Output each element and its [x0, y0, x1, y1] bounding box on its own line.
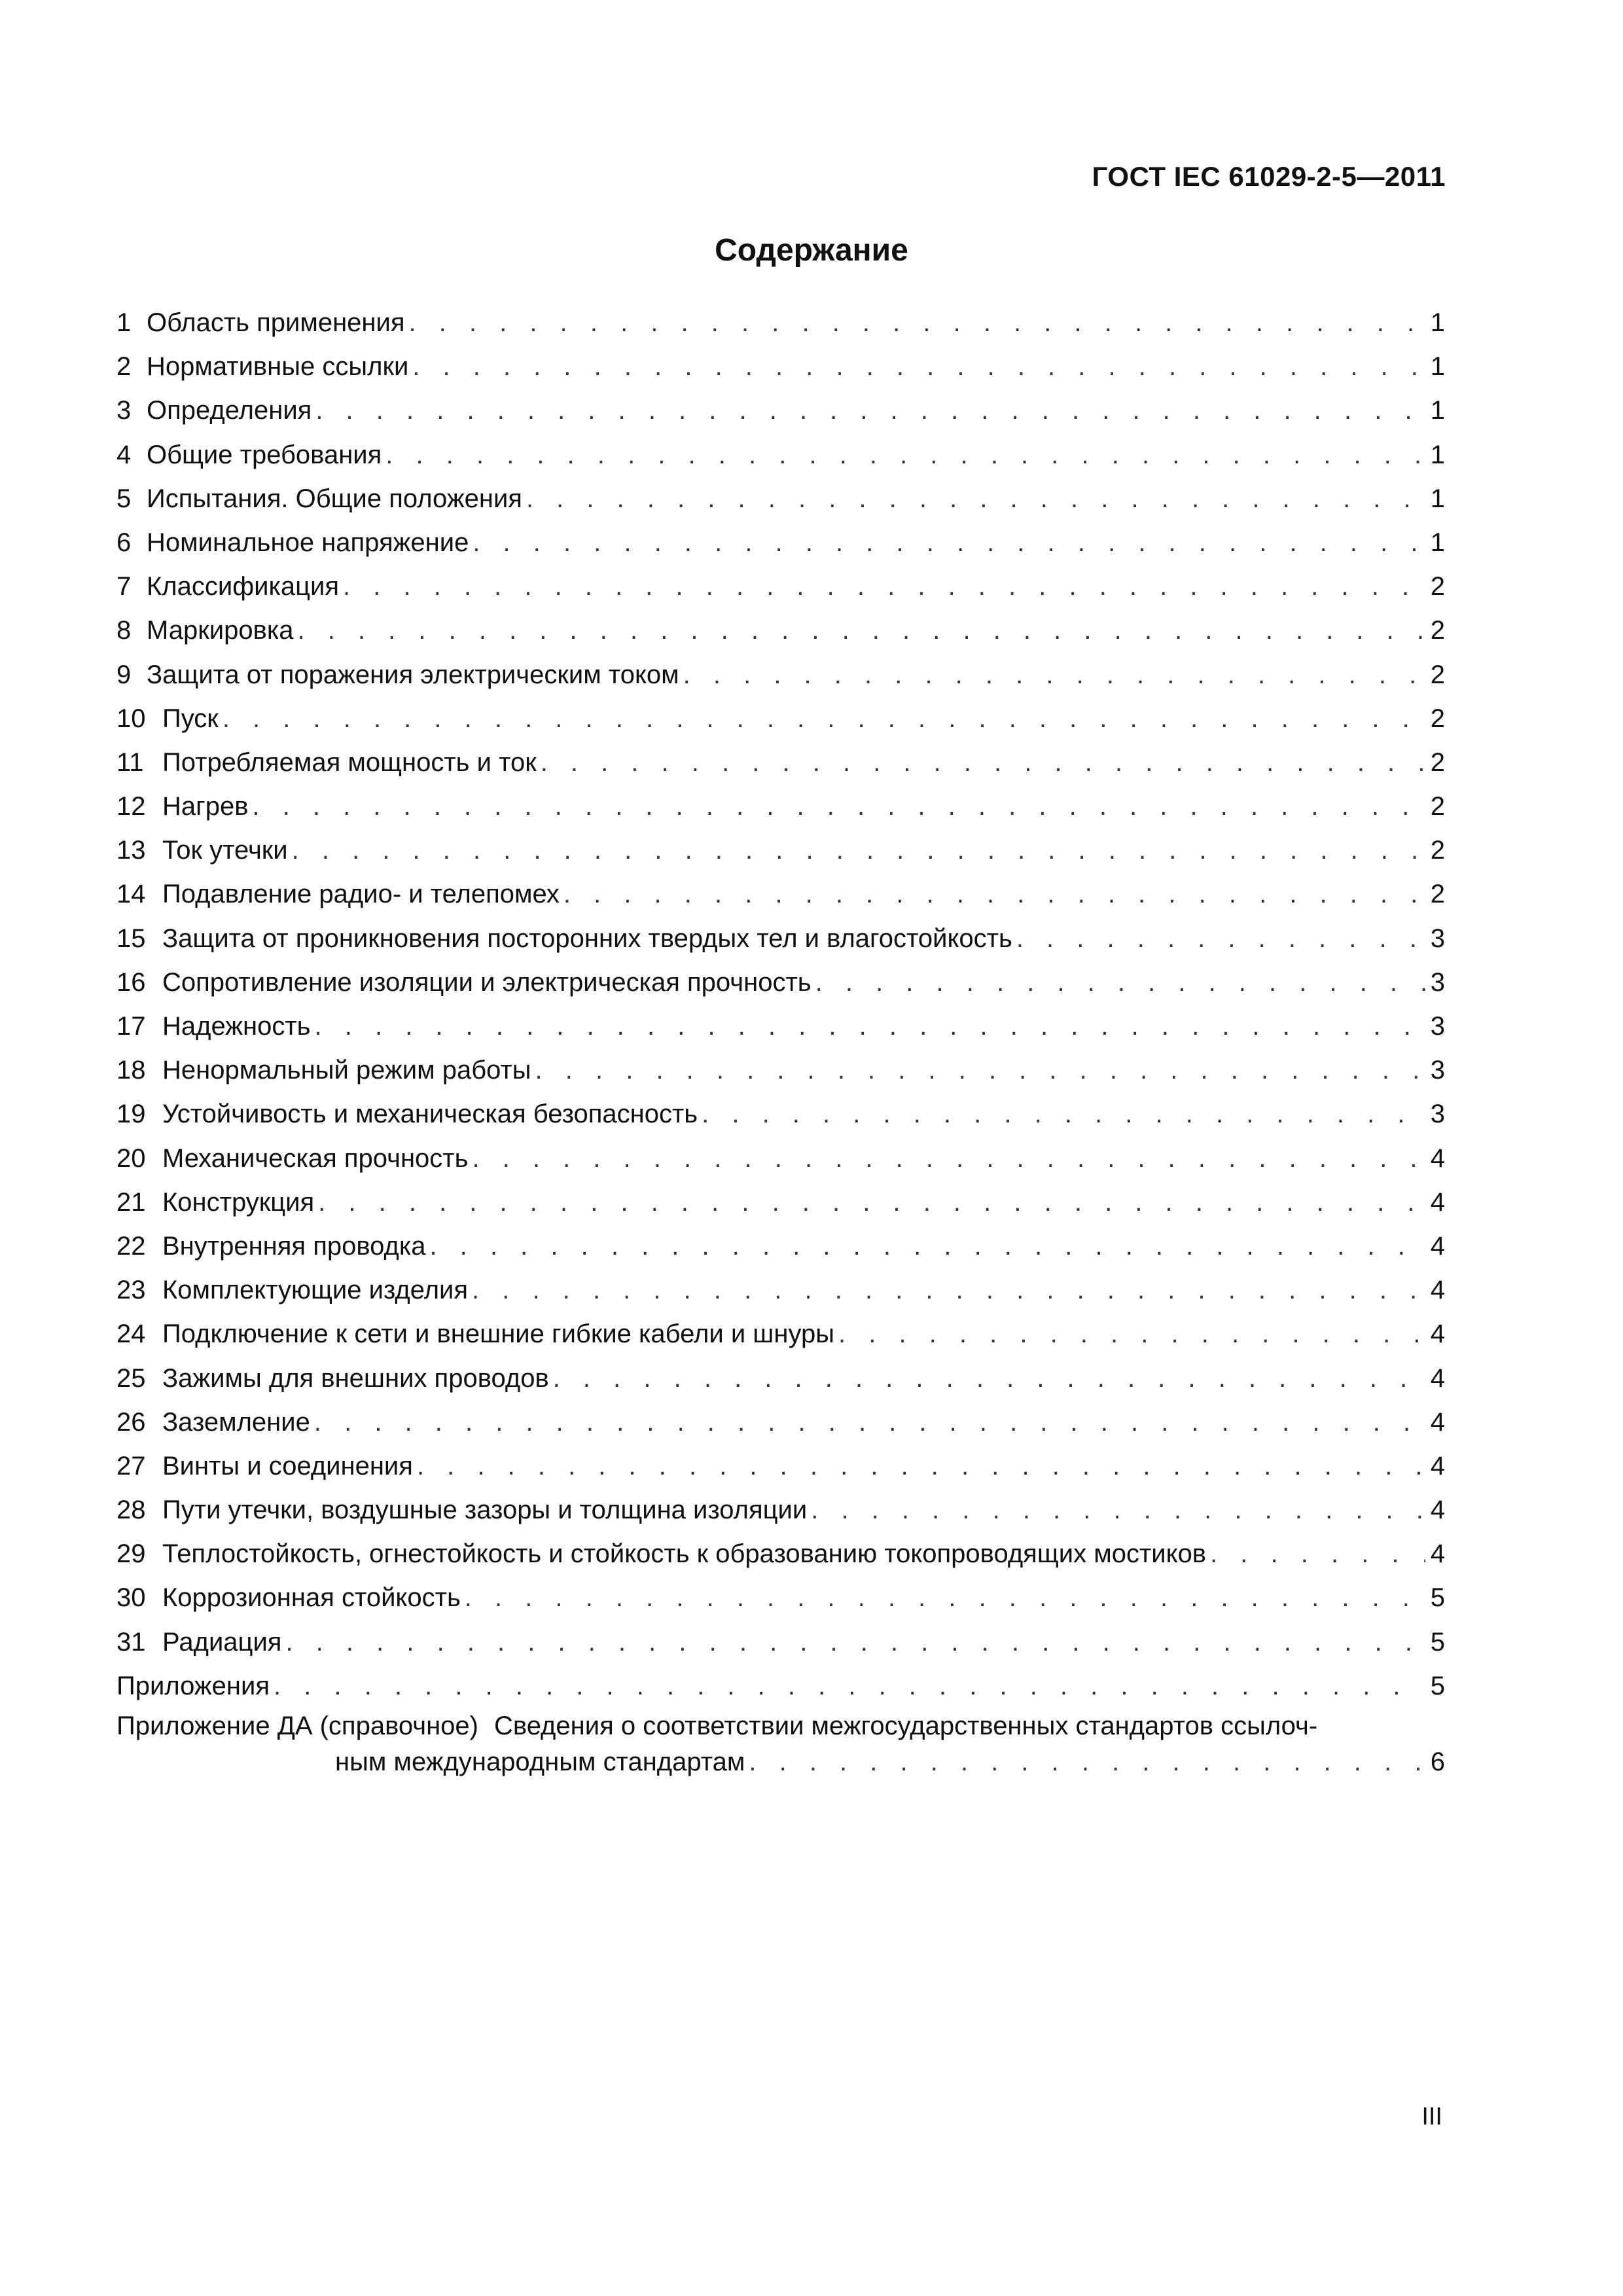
dot-leader — [683, 653, 1425, 697]
toc-entry — [116, 1664, 1445, 1708]
toc-entry — [116, 961, 1445, 1005]
toc-entry-title: Теплостойкость, огнестойкость и стойкость к образованию токопроводящих мостиков — [162, 1539, 1207, 1569]
dot-leader — [541, 741, 1425, 785]
dot-leader — [815, 961, 1425, 1005]
dot-leader — [274, 1664, 1425, 1708]
toc-entry-title: Надежность — [162, 1012, 311, 1041]
toc-entry-number: 7 — [116, 572, 132, 601]
toc-entry-number: 19 — [116, 1100, 146, 1129]
dot-leader — [223, 697, 1425, 741]
toc-entry-page: 1 — [1430, 308, 1445, 337]
toc-entry-number: 29 — [116, 1539, 146, 1569]
toc-entry-title: Область применения — [147, 308, 405, 337]
dot-leader — [811, 1488, 1425, 1532]
dot-leader — [429, 1225, 1425, 1268]
toc-entry-title: Приложения — [116, 1671, 270, 1700]
toc-entry-title: Заземление — [162, 1407, 310, 1437]
toc-entry-page: 4 — [1430, 1276, 1445, 1305]
toc-entry-page: 1 — [1430, 440, 1445, 469]
toc-entry-title: Конструкция — [162, 1187, 315, 1217]
page-folio: III — [1421, 2103, 1442, 2130]
toc-entry-title: Радиация — [162, 1627, 282, 1657]
toc-entry — [116, 1488, 1445, 1532]
toc-entry — [116, 301, 1445, 345]
toc-entry-title: Сопротивление изоляции и электрическая прочность — [162, 967, 812, 997]
toc-entry-page: 1 — [1430, 484, 1445, 513]
toc-entry-title: Коррозионная стойкость — [162, 1583, 461, 1613]
toc-entry-number: 15 — [116, 924, 146, 953]
dot-leader — [702, 1092, 1425, 1136]
toc-entry-number: 10 — [116, 704, 146, 733]
toc-entry-number: 11 — [116, 747, 144, 777]
toc-entry — [116, 1225, 1445, 1268]
toc-entry — [116, 521, 1445, 565]
toc-entry-title: Винты и соединения — [162, 1451, 413, 1480]
toc-entry — [116, 1444, 1445, 1488]
toc-entry — [116, 1092, 1445, 1136]
toc-entry-title: Защита от поражения электрическим током — [147, 660, 679, 689]
dot-leader — [314, 1401, 1425, 1444]
toc-entries — [116, 301, 1445, 1708]
table-of-contents — [116, 301, 1445, 1780]
toc-entry-page: 3 — [1430, 1100, 1445, 1129]
toc-title: Содержание — [715, 233, 908, 268]
toc-entry-title: Определения — [147, 396, 312, 425]
toc-entry-title: Пути утечки, воздушные зазоры и толщина изоляции — [162, 1496, 808, 1525]
toc-entry — [116, 433, 1445, 477]
dot-leader — [535, 1049, 1425, 1092]
toc-entry-number: 5 — [116, 484, 132, 513]
dot-leader — [417, 1444, 1425, 1488]
dot-leader — [285, 1621, 1425, 1664]
toc-entry — [116, 1312, 1445, 1356]
toc-entry-page: 2 — [1430, 660, 1445, 689]
toc-entry-page: 4 — [1430, 1187, 1445, 1217]
toc-annex-entry — [116, 1708, 1445, 1780]
toc-entry-title: Пуск — [162, 704, 219, 733]
toc-entry — [116, 1181, 1445, 1225]
toc-entry-title: Подключение к сети и внешние гибкие кабели и шнуры — [162, 1319, 835, 1349]
toc-entry-page: 5 — [1430, 1671, 1445, 1700]
toc-entry-page: 1 — [1430, 528, 1445, 557]
toc-entry-title: Комплектующие изделия — [162, 1276, 469, 1305]
toc-entry-page: 3 — [1430, 967, 1445, 997]
toc-entry-page: 4 — [1430, 1451, 1445, 1480]
toc-entry — [116, 389, 1445, 433]
toc-entry-title: Зажимы для внешних проводов — [162, 1363, 549, 1393]
toc-entry-number: 4 — [116, 440, 132, 469]
toc-entry-title: Нагрев — [162, 792, 249, 821]
toc-entry-page: 4 — [1430, 1143, 1445, 1173]
toc-entry — [116, 345, 1445, 389]
dot-leader — [412, 345, 1425, 389]
dot-leader — [385, 433, 1425, 477]
toc-entry — [116, 872, 1445, 916]
dot-leader — [409, 301, 1425, 345]
toc-entry-page: 2 — [1430, 616, 1445, 645]
dot-leader — [252, 785, 1425, 829]
dot-leader — [838, 1312, 1425, 1356]
toc-entry-number: 2 — [116, 352, 132, 382]
toc-entry-number: 16 — [116, 967, 146, 997]
toc-entry-number: 20 — [116, 1143, 146, 1173]
toc-entry — [116, 1401, 1445, 1444]
toc-entry — [116, 565, 1445, 609]
toc-entry-number: 28 — [116, 1496, 146, 1525]
toc-entry — [116, 609, 1445, 653]
toc-entry-page: 2 — [1430, 792, 1445, 821]
dot-leader — [472, 1268, 1425, 1312]
annex-title-line2: ным международным стандартам — [335, 1748, 745, 1776]
toc-entry-number: 26 — [116, 1407, 146, 1437]
toc-entry — [116, 477, 1445, 521]
toc-entry-number: 9 — [116, 660, 132, 689]
toc-entry — [116, 1576, 1445, 1620]
toc-entry — [116, 1268, 1445, 1312]
toc-entry-page: 3 — [1430, 924, 1445, 953]
toc-entry — [116, 1532, 1445, 1576]
toc-entry-page: 4 — [1430, 1407, 1445, 1437]
toc-entry-number: 8 — [116, 616, 132, 645]
toc-entry-number: 27 — [116, 1451, 146, 1480]
toc-entry-title: Маркировка — [147, 616, 294, 645]
toc-entry-title: Механическая прочность — [162, 1143, 469, 1173]
dot-leader — [526, 477, 1425, 521]
toc-entry-number: 24 — [116, 1319, 146, 1349]
toc-entry-title: Испытания. Общие положения — [147, 484, 522, 513]
toc-entry-title: Внутренняя проводка — [162, 1231, 426, 1261]
toc-entry-page: 2 — [1430, 747, 1445, 777]
toc-entry-number: 30 — [116, 1583, 146, 1613]
toc-entry-title: Подавление радио- и телепомех — [162, 880, 560, 909]
toc-entry-title: Общие требования — [147, 440, 382, 469]
toc-entry-page: 5 — [1430, 1627, 1445, 1657]
toc-entry-title: Защита от проникновения посторонних твердых тел и влагостойкость — [162, 924, 1012, 953]
dot-leader — [553, 1357, 1425, 1401]
dot-leader — [1210, 1532, 1425, 1576]
toc-entry — [116, 1357, 1445, 1401]
toc-entry — [116, 1005, 1445, 1049]
toc-entry-title: Ток утечки — [162, 836, 288, 865]
toc-entry-page: 4 — [1430, 1496, 1445, 1525]
toc-entry-title: Устойчивость и механическая безопасность — [162, 1100, 698, 1129]
toc-entry-page: 3 — [1430, 1056, 1445, 1085]
toc-entry-number: 17 — [116, 1012, 146, 1041]
annex-title-line1: Сведения о соответствии межгосударственных стандартов ссылоч- — [494, 1712, 1318, 1740]
toc-entry-page: 4 — [1430, 1363, 1445, 1393]
dot-leader — [343, 565, 1425, 609]
toc-entry-title: Классификация — [147, 572, 340, 601]
dot-leader — [297, 609, 1425, 653]
toc-entry — [116, 741, 1445, 785]
dot-leader — [465, 1576, 1425, 1620]
dot-leader — [315, 389, 1425, 433]
dot-leader — [1016, 917, 1425, 961]
toc-entry-number: 23 — [116, 1276, 146, 1305]
toc-entry-page: 3 — [1430, 1012, 1445, 1041]
toc-entry-page: 2 — [1430, 836, 1445, 865]
toc-entry — [116, 1137, 1445, 1181]
toc-entry-number: 22 — [116, 1231, 146, 1261]
toc-entry — [116, 785, 1445, 829]
toc-entry-title: Ненормальный режим работы — [162, 1056, 531, 1085]
toc-entry-number: 14 — [116, 880, 146, 909]
toc-entry-page: 4 — [1430, 1319, 1445, 1349]
dot-leader — [315, 1005, 1425, 1049]
toc-entry-number: 21 — [116, 1187, 146, 1217]
annex-label: Приложение ДА (справочное) — [116, 1712, 478, 1740]
toc-entry-page: 1 — [1430, 396, 1445, 425]
dot-leader — [563, 872, 1425, 916]
toc-entry — [116, 653, 1445, 697]
toc-entry-number: 3 — [116, 396, 132, 425]
toc-entry — [116, 917, 1445, 961]
dot-leader — [292, 829, 1425, 872]
toc-entry-page: 2 — [1430, 880, 1445, 909]
toc-entry-number: 12 — [116, 792, 146, 821]
annex-page-number: 6 — [1430, 1748, 1445, 1776]
toc-entry — [116, 1049, 1445, 1092]
toc-entry-page: 4 — [1430, 1231, 1445, 1261]
toc-entry-page: 2 — [1430, 704, 1445, 733]
toc-entry-number: 25 — [116, 1363, 146, 1393]
toc-entry-page: 2 — [1430, 572, 1445, 601]
toc-entry-page: 4 — [1430, 1539, 1445, 1569]
toc-entry-number: 6 — [116, 528, 132, 557]
toc-entry-number: 1 — [116, 308, 132, 337]
toc-entry-title: Номинальное напряжение — [147, 528, 469, 557]
toc-entry-page: 1 — [1430, 352, 1445, 382]
toc-entry-number: 13 — [116, 836, 146, 865]
toc-entry — [116, 829, 1445, 872]
dot-leader — [473, 521, 1425, 565]
toc-entry — [116, 697, 1445, 741]
toc-entry-page: 5 — [1430, 1583, 1445, 1613]
toc-entry-number: 18 — [116, 1056, 146, 1085]
dot-leader — [749, 1744, 1425, 1780]
toc-entry-title: Нормативные ссылки — [147, 352, 409, 382]
document-code: ГОСТ IEC 61029-2-5—2011 — [1092, 161, 1446, 192]
toc-entry-number: 31 — [116, 1627, 146, 1657]
toc-entry-title: Потребляемая мощность и ток — [162, 747, 537, 777]
dot-leader — [318, 1181, 1425, 1225]
dot-leader — [472, 1137, 1425, 1181]
toc-entry — [116, 1621, 1445, 1664]
